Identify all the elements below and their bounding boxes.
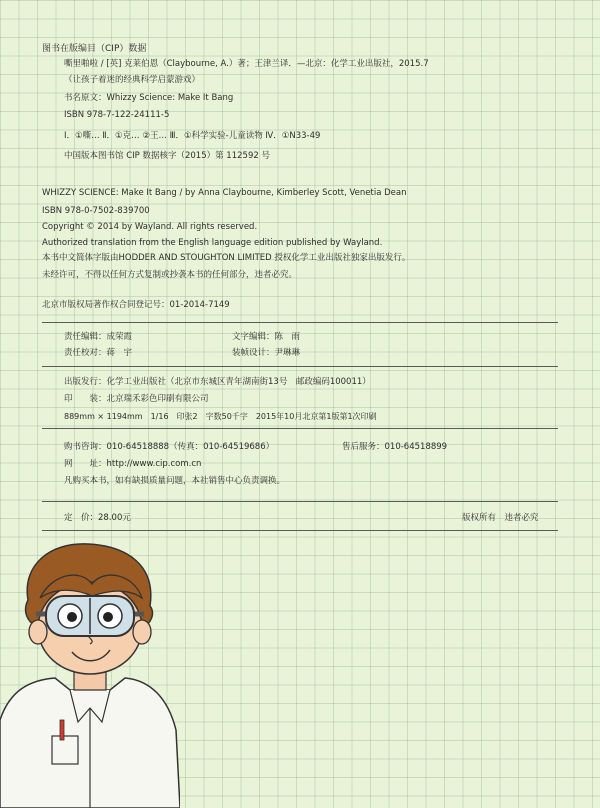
proof-label: 责任校对： [64,348,107,358]
staff-editor-row [64,332,132,343]
cip-number: 中国版本图书馆 CIP 数据核字（2015）第 112592 号 [64,151,270,161]
scientist-kid-illustration [0,540,180,808]
divider-middle [42,366,558,367]
proof-name: 蒋 宇 [106,348,133,358]
divider-lower [42,428,558,429]
printer-label: 印 装： [64,394,107,404]
staff-proof-row [64,348,132,359]
publisher-label: 出版发行： [64,377,107,387]
copyright-line: Copyright © 2014 by Wayland. All rights reserved. [42,222,258,232]
cip-heading: 图书在版编目（CIP）数据 [42,44,147,54]
purchase-row [64,442,274,453]
printer-value: 北京瑞禾彩色印刷有限公司 [106,394,209,404]
staff-design-row [232,348,300,359]
purchase-value: 010-64518888（传真：010-64519686） [106,442,275,452]
purchase-label: 购书咨询： [64,442,107,452]
publisher-row [64,377,371,388]
service-row [342,442,447,453]
service-value: 010-64518899 [384,442,448,452]
website-row [64,459,201,470]
divider-top [42,322,558,323]
print-specs: 889mm × 1194mm 1/16 印张2 字数50千字 2015年10月北京第1版第1次印刷 [64,412,377,421]
divider-price-top [42,501,558,502]
original-title-line: WHIZZY SCIENCE: Make It Bang / by Anna Claybourne, Kimberley Scott, Venetia Dean [42,188,407,198]
divider-price-bottom [42,530,558,531]
website-value: http://www.cip.com.cn [106,459,202,469]
website-label: 网 址： [64,459,107,469]
price-label: 定 价： [64,513,99,523]
return-notice: 凡购买本书，如有缺损质量问题，本社销售中心负责调换。 [64,476,286,486]
design-name: 尹琳琳 [274,348,301,358]
cip-classification: Ⅰ．①嘶… Ⅱ．①克… ②王… Ⅲ．①科学实验-儿童读物 Ⅳ．①N33-49 [64,131,321,141]
service-label: 售后服务： [342,442,385,452]
text-editor-name: 陈 雨 [274,332,301,342]
cip-line-2: （让孩子着迷的经典科学启蒙游戏） [64,75,201,85]
price-value: 28.00元 [98,513,131,523]
editor-label: 责任编辑： [64,332,107,342]
cip-original-title: 书名原文：Whizzy Science: Make It Bang [64,93,234,103]
cip-line-1: 嘶里啪啦 / [英] 克莱伯恩（Claybourne, A.）著；王津兰译．—北京：化学工业出版社，2015.7 [64,59,429,69]
license-chinese: 本书中文简体字版由HODDER AND STOUGHTON LIMITED 授权化学工业出版社独家出版发行。 [42,253,411,263]
publisher-value: 化学工业出版社（北京市东城区青年湖南街13号 邮政编码100011） [106,377,371,387]
printer-row [64,394,209,405]
reproduction-warning: 未经许可，不得以任何方式复制或抄袭本书的任何部分，违者必究。 [42,270,298,280]
authorized-translation: Authorized translation from the English language edition published by Wayland. [42,238,383,248]
cip-isbn: ISBN 978-7-122-24111-5 [64,110,170,120]
contract-registration: 北京市版权局著作权合同登记号：01-2014-7149 [42,300,230,310]
price-row [64,513,131,524]
text-editor-label: 文字编辑： [232,332,275,342]
design-label: 装帧设计： [232,348,275,358]
rights-reserved: 版权所有 违者必究 [462,513,539,523]
original-isbn: ISBN 978-0-7502-839700 [42,206,150,216]
editor-name: 成荣霞 [106,332,133,342]
pencil [60,720,64,740]
staff-text-editor-row [232,332,300,343]
coat-pocket [52,736,78,764]
